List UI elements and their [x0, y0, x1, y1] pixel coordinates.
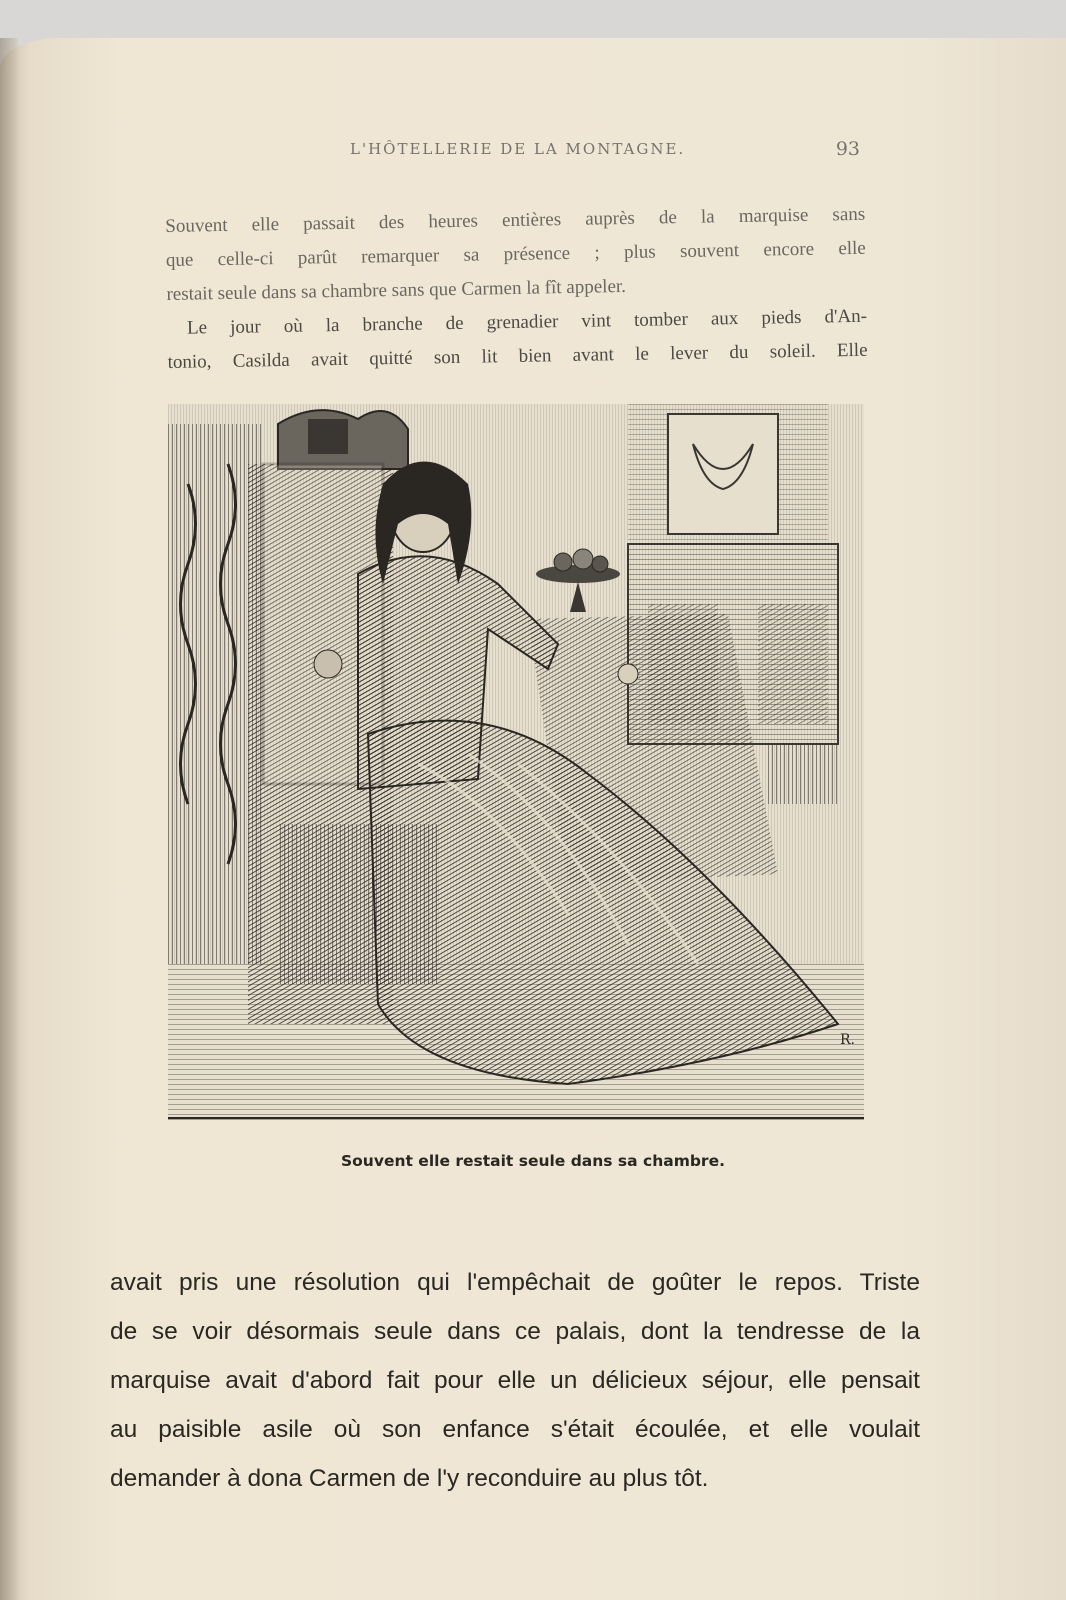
top-paragraph: [165, 198, 868, 380]
engraving-illustration: [168, 404, 864, 1120]
text-line: Souvent elle passait des heures entières auprès de la marquise sans: [165, 203, 866, 237]
text-line: demander à dona Carmen de l'y reconduire au plus tôt.: [110, 1465, 709, 1492]
text-line: avait pris une résolution qui l'empêchait de goûter le repos. Triste: [110, 1269, 920, 1296]
text-line: au paisible asile où son enfance s'était écoulée, et elle voulait: [110, 1416, 920, 1443]
running-title: L'HÔTELLERIE DE LA MONTAGNE.: [350, 140, 686, 158]
text-line: de se voir désormais seule dans ce palais, dont la tendresse de la: [110, 1318, 920, 1345]
page-gutter-shadow: [0, 38, 18, 1600]
text-line: Le jour où la branche de grenadier vint tomber aux pieds d'An-: [186, 305, 868, 339]
text-line: restait seule dans sa chambre sans que Carmen la fît appeler.: [166, 275, 627, 305]
text-line: marquise avait d'abord fait pour elle un délicieux séjour, elle pensait: [110, 1367, 920, 1394]
bottom-paragraph: [110, 1258, 920, 1503]
text-line: que celle-ci parût remarquer sa présence ; plus souvent encore elle: [165, 237, 866, 271]
illustration-caption: Souvent elle restait seule dans sa chambre.: [341, 1152, 725, 1170]
artist-signature: R.: [840, 1032, 855, 1048]
text-line: tonio, Casilda avait quitté son lit bien avant le lever du soleil. Elle: [167, 339, 868, 373]
page-number: 93: [835, 138, 860, 160]
page-header: [350, 140, 870, 170]
